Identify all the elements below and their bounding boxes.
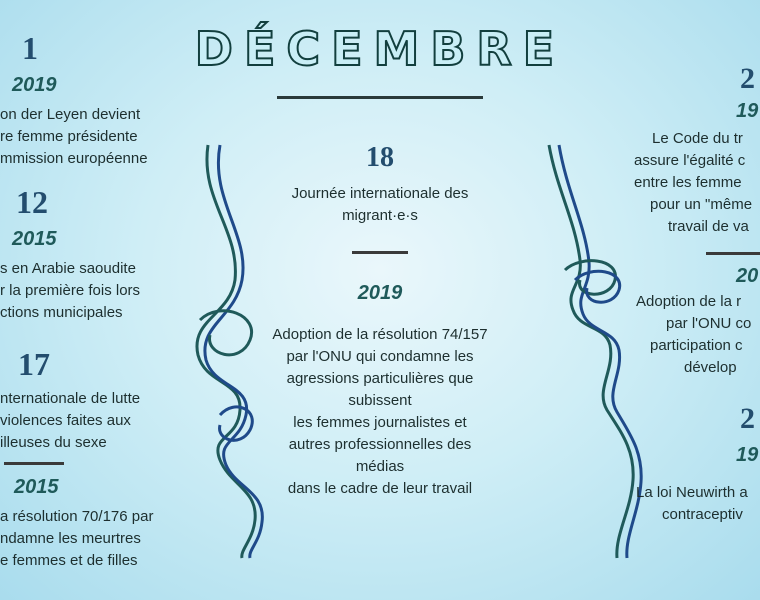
text-line: nternationale de lutte [0,390,141,407]
text-line: a résolution 70/176 par [0,508,154,525]
text-line: agressions particulières que [286,370,474,387]
text-line: participation c [650,337,743,354]
text-line: mmission européenne [0,150,148,167]
text-line: migrant·e·s [342,207,418,224]
right-rope-knot-illustration [535,140,645,560]
left-day-12: 12 [16,184,48,220]
text-line: e femmes et de filles [0,552,138,569]
text-line: contraceptiv [662,506,743,523]
text-line: re femme présidente [0,128,138,145]
text-line: s en Arabie saoudite [0,260,136,277]
center-divider [352,251,408,254]
left-entry-1-text [0,104,180,170]
left-divider [4,462,64,465]
text-line: pour un "même [650,196,753,213]
text-line: dans le cadre de leur travail [287,480,473,497]
center-year: 2019 [357,282,403,304]
text-line: autres professionnelles des [288,436,472,453]
text-line: par l'ONU qui condamne les [286,348,474,365]
text-line: Adoption de la r [636,293,742,310]
right-day-2: 2 [740,402,755,435]
text-line: par l'ONU co [666,315,752,332]
text-line: Adoption de la résolution 74/157 [272,326,488,343]
right-year-2: 20 [736,265,759,287]
text-line: illeuses du sexe [0,434,107,451]
right-year-3: 19 [736,444,759,466]
left-entry-2-text [0,258,180,324]
text-line: subissent [348,392,412,409]
left-year-2: 2015 [12,228,57,250]
right-day-1: 2 [740,62,755,95]
text-line: assure l'égalité c [634,152,746,169]
text-line: les femmes journalistes et [293,414,467,431]
text-line: travail de va [668,218,749,235]
text-line: r la première fois lors [0,282,141,299]
right-entry-3-text [636,482,760,526]
center-entry-text [270,183,490,227]
center-day-18: 18 [366,142,394,173]
left-year-4: 2015 [14,476,59,498]
left-entry-4-text [0,506,180,572]
text-line: dévelop [684,359,737,376]
text-line: on der Leyen devient [0,106,141,123]
left-day-17: 17 [18,346,50,382]
text-line: La loi Neuwirth a [636,484,748,501]
left-day-1: 1 [22,30,38,66]
text-line: ctions municipales [0,304,123,321]
center-body-text [260,324,500,500]
text-line: Le Code du tr [652,130,743,147]
text-line: Journée internationale des [291,185,469,202]
left-entry-3-text [0,388,180,454]
page-title: DÉCEMBRE [194,22,566,76]
right-entry-1-text [634,128,760,238]
text-line: ndamne les meurtres [0,530,141,547]
text-line: entre les femme [634,174,742,191]
text-line: violences faites aux [0,412,131,429]
right-entry-2-text [636,291,760,379]
text-line: médias [355,458,405,475]
right-divider [706,252,760,255]
right-year-1: 19 [736,100,759,122]
left-year-1: 2019 [12,74,57,96]
title-underline [277,96,483,99]
